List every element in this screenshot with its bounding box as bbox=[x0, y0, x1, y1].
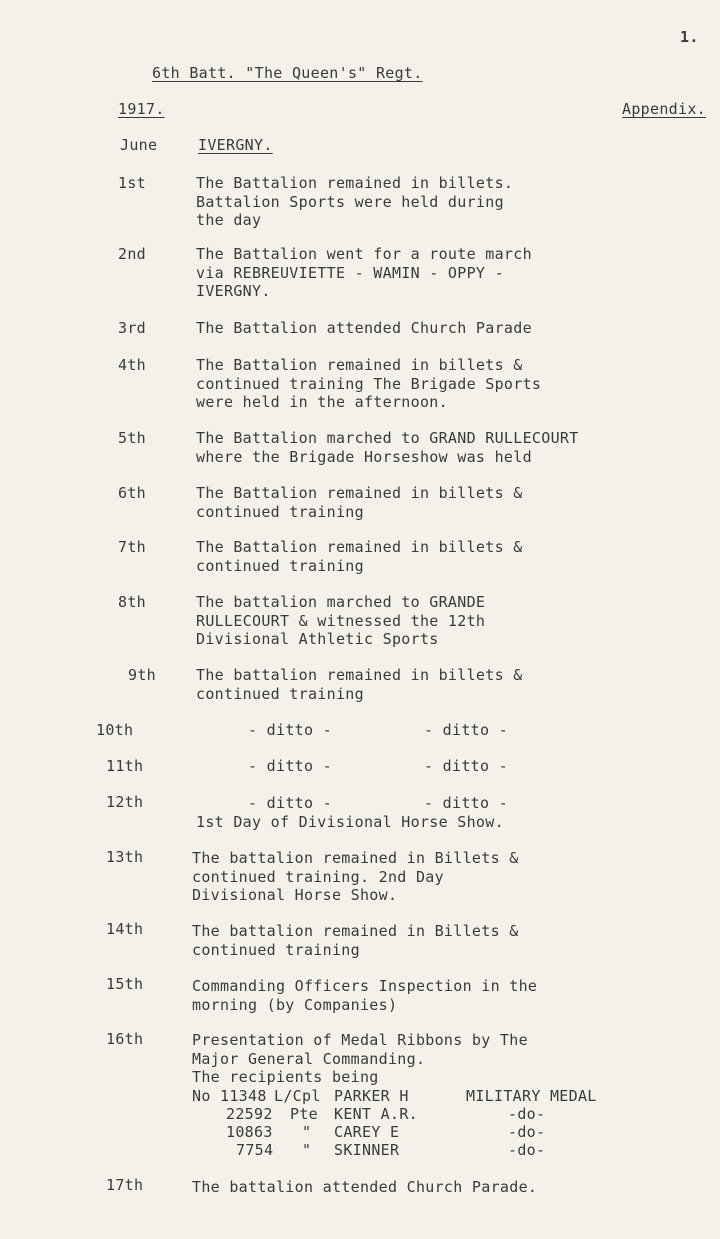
recipient-name: CAREY E bbox=[334, 1123, 400, 1141]
recipient-award: -do- bbox=[508, 1141, 546, 1159]
recipient-award: -do- bbox=[508, 1105, 546, 1123]
page-heading: 6th Batt. "The Queen's" Regt. bbox=[152, 64, 423, 82]
entry-date: 3rd bbox=[118, 319, 146, 337]
recipient-name: PARKER H bbox=[334, 1087, 409, 1105]
recipient-number: 10863 bbox=[226, 1123, 273, 1141]
entry-text: The Battalion attended Church Parade bbox=[196, 319, 532, 337]
entry-date: 7th bbox=[118, 538, 146, 556]
recipient-rank: " bbox=[302, 1123, 312, 1141]
page-number: 1. bbox=[680, 28, 699, 46]
appendix-label: Appendix. bbox=[622, 100, 706, 118]
entry-text: The battalion remained in Billets & continued training bbox=[192, 922, 519, 959]
place-label: IVERGNY. bbox=[198, 136, 273, 154]
ditto-left: - ditto - bbox=[248, 757, 332, 775]
recipient-award: -do- bbox=[508, 1123, 546, 1141]
entry-date: 4th bbox=[118, 356, 146, 374]
entry-date: 15th bbox=[106, 975, 144, 993]
recipient-name: KENT A.R. bbox=[334, 1105, 418, 1123]
ditto-right: - ditto - bbox=[424, 757, 508, 775]
ditto-left: - ditto - bbox=[248, 794, 332, 812]
entry-date: 9th bbox=[128, 666, 156, 684]
entry-date: 13th bbox=[106, 848, 144, 866]
entry-text: The battalion marched to GRANDE RULLECOURT & witnessed the 12th Divisional Athletic Sports bbox=[196, 593, 486, 648]
entry-date: 2nd bbox=[118, 245, 146, 263]
entry-text: The Battalion marched to GRAND RULLECOURT where the Brigade Horseshow was held bbox=[196, 429, 579, 466]
ditto-left: - ditto - bbox=[248, 721, 332, 739]
ditto-right: - ditto - bbox=[424, 794, 508, 812]
entry-text: The battalion attended Church Parade. bbox=[192, 1178, 538, 1196]
entry-text: The battalion remained in Billets & continued training. 2nd Day Divisional Horse Show. bbox=[192, 849, 519, 904]
year-label: 1917. bbox=[118, 100, 165, 118]
entry-text: Commanding Officers Inspection in the morning (by Companies) bbox=[192, 977, 538, 1014]
entry-date: 14th bbox=[106, 920, 144, 938]
entry-date: 1st bbox=[118, 174, 146, 192]
entry-date: 5th bbox=[118, 429, 146, 447]
entry-date: 11th bbox=[106, 757, 144, 775]
entry-text: The Battalion went for a route march via REBREUVIETTE - WAMIN - OPPY - IVERGNY. bbox=[196, 245, 532, 300]
recipient-number: No 11348 bbox=[192, 1087, 267, 1105]
entry-date: 16th bbox=[106, 1030, 144, 1048]
entry-text: Presentation of Medal Ribbons by The Major General Commanding. The recipients being bbox=[192, 1031, 528, 1086]
entry-text: The Battalion remained in billets & continued training The Brigade Sports were held in the afternoon. bbox=[196, 356, 542, 411]
recipient-award: MILITARY MEDAL bbox=[466, 1087, 597, 1105]
recipient-number: 7754 bbox=[236, 1141, 274, 1159]
ditto-right: - ditto - bbox=[424, 721, 508, 739]
recipient-rank: L/Cpl bbox=[274, 1087, 321, 1105]
entry-date: 8th bbox=[118, 593, 146, 611]
recipient-rank: Pte bbox=[290, 1105, 318, 1123]
entry-date: 17th bbox=[106, 1176, 144, 1194]
entry-text: The Battalion remained in billets. Battalion Sports were held during the day bbox=[196, 174, 514, 229]
entry-date: 10th bbox=[96, 721, 134, 739]
entry-text: The Battalion remained in billets & continued training bbox=[196, 538, 523, 575]
entry-text: The battalion remained in billets & continued training bbox=[196, 666, 523, 703]
entry-date: 6th bbox=[118, 484, 146, 502]
entry-date: 12th bbox=[106, 793, 144, 811]
recipient-rank: " bbox=[302, 1141, 312, 1159]
entry-text: The Battalion remained in billets & continued training bbox=[196, 484, 523, 521]
recipient-number: 22592 bbox=[226, 1105, 273, 1123]
recipient-name: SKINNER bbox=[334, 1141, 400, 1159]
entry-text: 1st Day of Divisional Horse Show. bbox=[196, 813, 504, 831]
month-label: June bbox=[120, 136, 158, 154]
